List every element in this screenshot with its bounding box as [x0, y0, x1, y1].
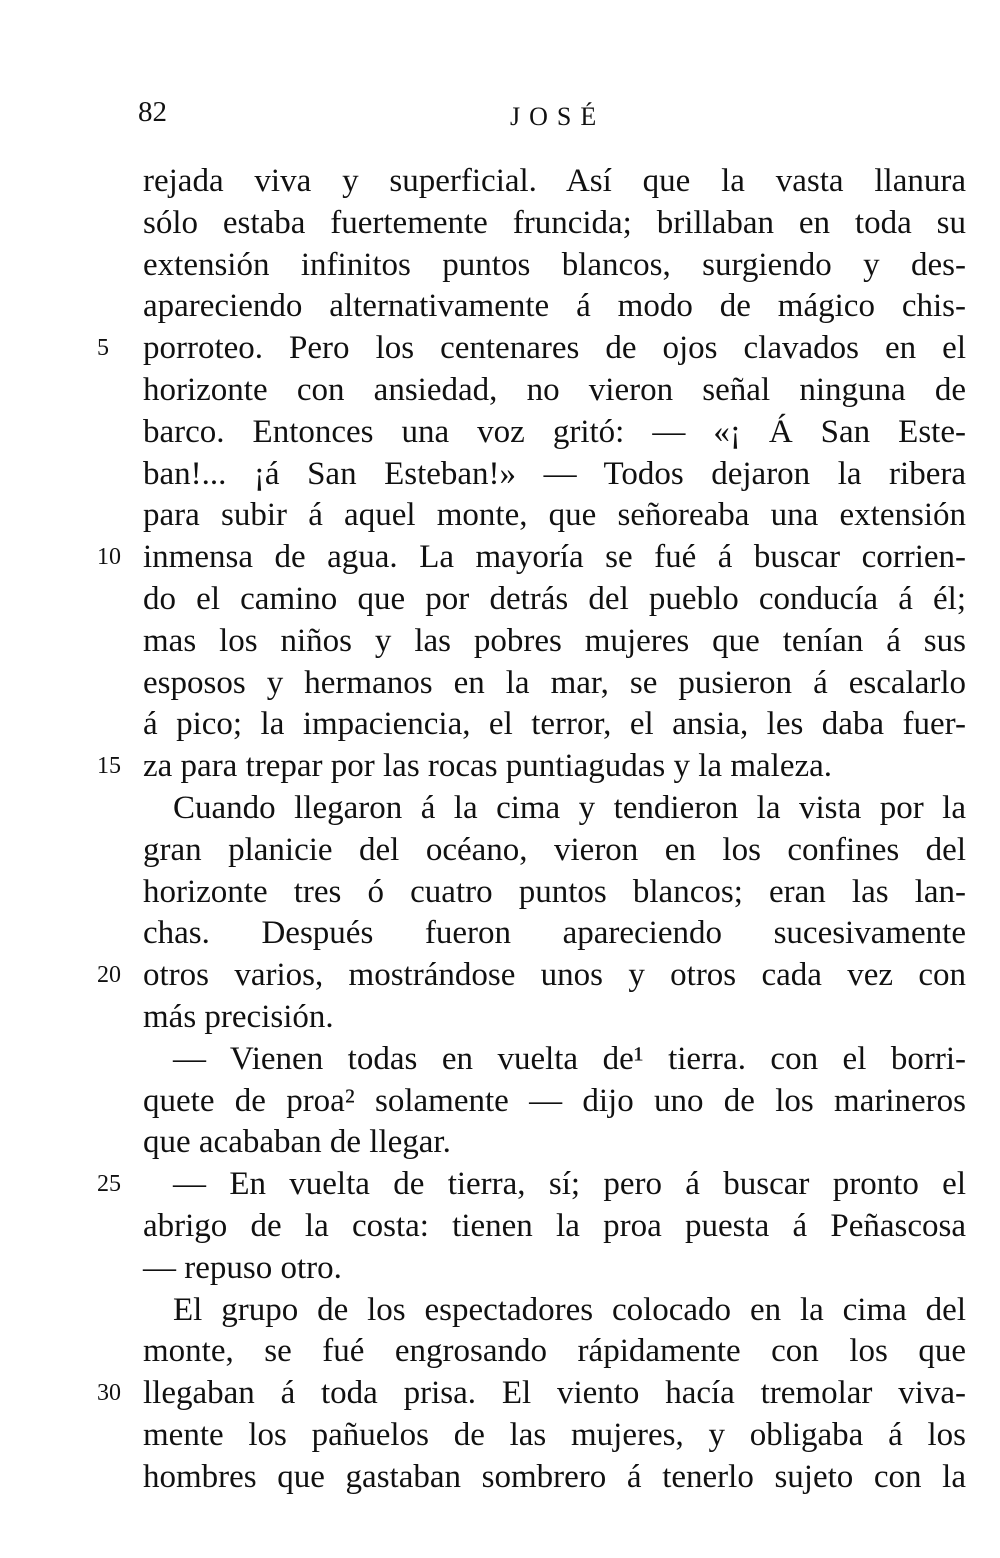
line-number: 5 [97, 335, 109, 362]
text-line: que acababan de llegar. [143, 1124, 451, 1161]
text-line: para subir á aquel monte, que señoreaba una extensión [143, 497, 966, 534]
text-line: Cuando llegaron á la cima y tendieron la vista por la [173, 790, 966, 826]
line-number: 15 [97, 753, 121, 780]
text-line: porroteo. Pero los centenares de ojos clavados en el [143, 330, 966, 367]
text-line: chas. Después fueron apareciendo sucesivamente [143, 915, 966, 952]
page-header [138, 96, 968, 136]
text-line: horizonte con ansiedad, no vieron señal ninguna de [143, 372, 966, 408]
page-number: 82 [138, 96, 167, 128]
text-line: á pico; la impaciencia, el terror, el ansia, les daba fuer- [143, 706, 966, 743]
line-number: 25 [97, 1171, 121, 1198]
text-line: llegaban á toda prisa. El viento hacía tremolar viva- [143, 1375, 966, 1412]
text-line: mas los niños y las pobres mujeres que tenían á sus [143, 622, 966, 659]
text-line: ban!... ¡á San Esteban!» — Todos dejaron la ribera [143, 455, 966, 492]
text-line: monte, se fué engrosando rápidamente con los que [143, 1333, 966, 1370]
text-line: hombres que gastaban sombrero á tenerlo sujeto con la [143, 1458, 966, 1495]
text-line: za para trepar por las rocas puntiagudas y la maleza. [143, 748, 833, 785]
text-line: El grupo de los espectadores colocado en la cima del [173, 1291, 966, 1328]
text-line: mente los pañuelos de las mujeres, y obligaba á los [143, 1417, 966, 1453]
text-line: inmensa de agua. La mayoría se fué á buscar corrien- [143, 539, 966, 576]
text-line: esposos y hermanos en la mar, se pusieron á escalarlo [143, 664, 966, 701]
text-line: — En vuelta de tierra, sí; pero á buscar pronto el [173, 1166, 966, 1203]
text-line: rejada viva y superficial. Así que la vasta llanura [143, 163, 966, 199]
text-line: — Vienen todas en vuelta de¹ tierra. con el borri- [173, 1040, 966, 1077]
text-line: do el camino que por detrás del pueblo conducía á él; [143, 581, 966, 617]
text-line: abrigo de la costa: tienen la proa puesta á Peñascosa [143, 1208, 966, 1244]
text-line: gran planicie del océano, vieron en los confines del [143, 831, 966, 868]
text-line: — repuso otro. [143, 1249, 342, 1286]
line-number: 20 [97, 962, 121, 989]
text-line: extensión infinitos puntos blancos, surgiendo y des- [143, 246, 966, 283]
text-line: apareciendo alternativamente á modo de mágico chis- [143, 288, 966, 325]
text-line: otros varios, mostrándose unos y otros cada vez con [143, 957, 966, 994]
text-line: barco. Entonces una voz gritó: — «¡ Á San Este- [143, 413, 966, 450]
line-number: 10 [97, 544, 121, 571]
text-line: quete de proa² solamente — dijo uno de los marineros [143, 1082, 966, 1119]
running-title: JOSÉ [510, 102, 606, 131]
text-line: sólo estaba fuertemente fruncida; brillaban en toda su [143, 204, 966, 241]
line-number: 30 [97, 1380, 121, 1407]
text-line: más precisión. [143, 999, 334, 1035]
text-line: horizonte tres ó cuatro puntos blancos; eran las lan- [143, 873, 966, 910]
